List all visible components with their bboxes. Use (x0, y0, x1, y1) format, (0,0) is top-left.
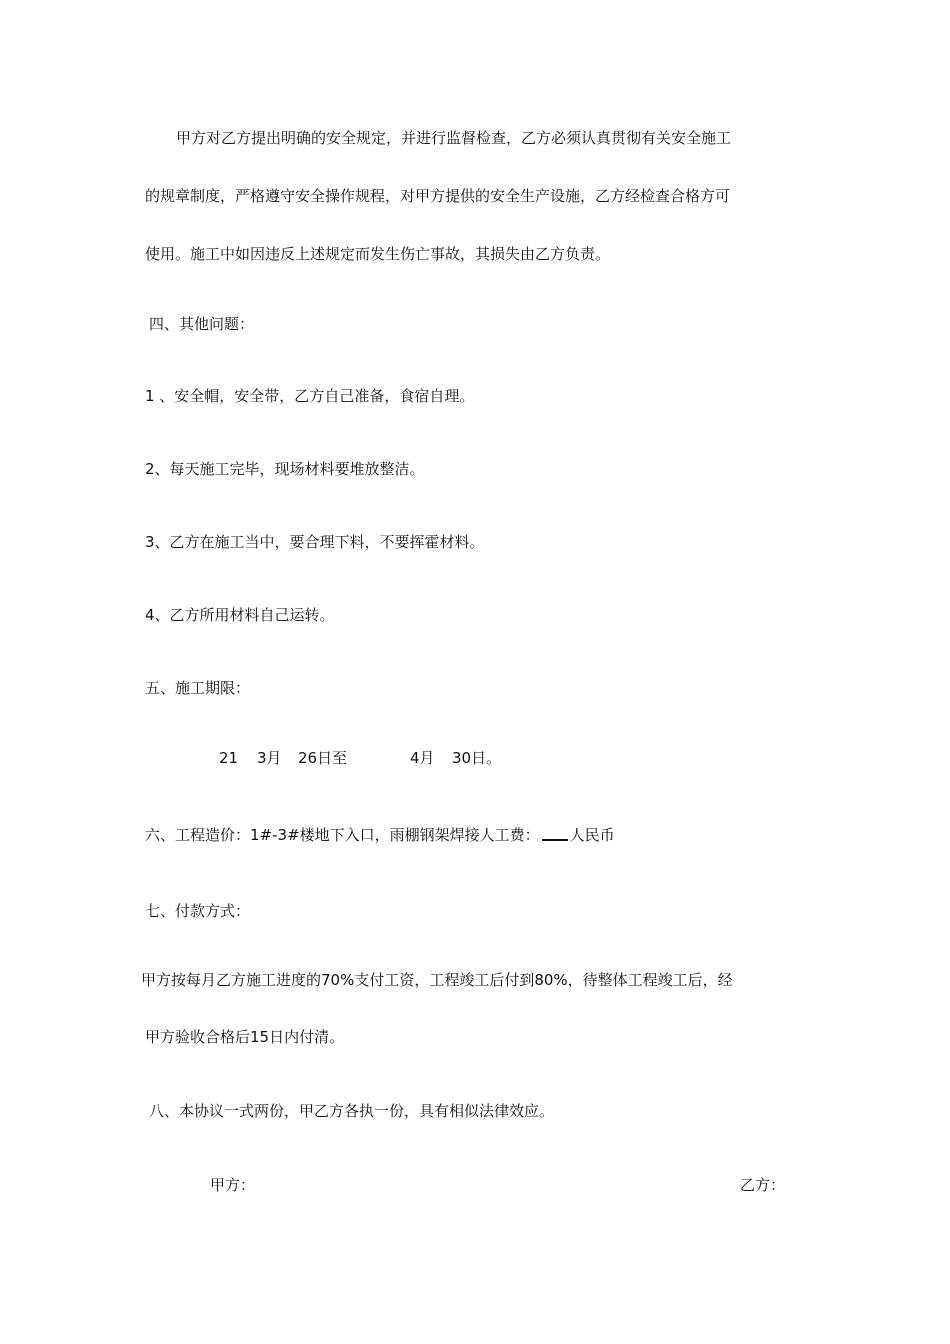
section4-heading: 四、其他问题： (149, 315, 255, 333)
period-year: 21 (219, 749, 239, 767)
section7-heading: 七、付款方式： (145, 902, 251, 920)
party-b-signature-label: 乙方： (740, 1176, 786, 1194)
currency-label: 人民币 (569, 826, 615, 844)
section6-text: 六、工程造价：1#-3#楼地下入口，雨棚钢架焊接人工费： (145, 826, 540, 844)
section4-item-1: 1 、安全帽，安全带，乙方自己准备，食宿自理。 (145, 387, 475, 405)
section4-item-2: 2、每天施工完毕，现场材料要堆放整洁。 (145, 460, 425, 478)
clause3-line-1: 甲方对乙方提出明确的安全规定，并进行监督检查，乙方必须认真贯彻有关安全施工 (176, 129, 732, 147)
section8-text: 八、本协议一式两份，甲乙方各执一份，具有相似法律效应。 (149, 1102, 555, 1120)
section4-item-3: 3、乙方在施工当中，要合理下料，不要挥霍材料。 (145, 533, 485, 551)
section6-line (145, 825, 615, 845)
section7-line-2: 甲方验收合格后15日内付清。 (145, 1028, 345, 1046)
cost-blank (542, 825, 568, 841)
section7-line-1: 甲方按每月乙方施工进度的70%支付工资，工程竣工后付到80%，待整体工程竣工后，经 (141, 971, 733, 989)
period-start-month: 3月 (257, 749, 282, 767)
clause3-line-3: 使用。施工中如因违反上述规定而发生伤亡事故，其损失由乙方负责。 (145, 245, 611, 263)
clause3-line-2: 的规章制度，严格遵守安全操作规程，对甲方提供的安全生产设施，乙方经检查合格方可 (145, 187, 731, 205)
period-end-month: 4月 (410, 749, 435, 767)
section5-heading: 五、施工期限： (145, 679, 251, 697)
period-start-day: 26日至 (298, 749, 348, 767)
party-a-signature-label: 甲方： (210, 1176, 256, 1194)
period-end-day: 30日。 (452, 749, 502, 767)
section4-item-4: 4、乙方所用材料自己运转。 (145, 606, 335, 624)
